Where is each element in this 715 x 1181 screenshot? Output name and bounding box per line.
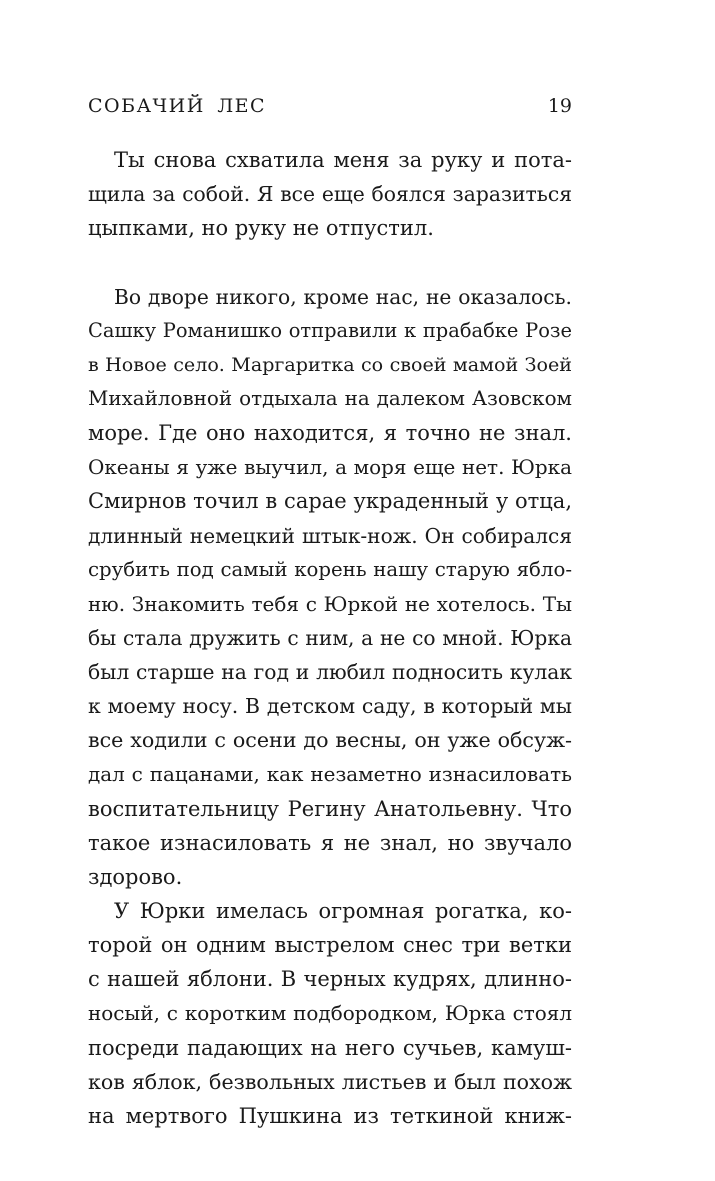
text-line: море. Где оно находится, я точно не знал.	[88, 421, 572, 446]
text-line: срубить под самый корень нашу старую ябло-	[88, 557, 572, 581]
running-head	[88, 93, 572, 119]
text-line: Ты снова схватила меня за руку и пота-	[114, 148, 572, 172]
text-line: щила за собой. Я все еще боялся заразиться	[88, 182, 572, 207]
text-line: бы стала дружить с ним, а не со мной. Юрка	[88, 625, 572, 650]
text-line: на мертвого Пушкина из теткиной книж-	[88, 1103, 572, 1128]
section-break	[88, 245, 572, 279]
text-line: в Новое село. Маргаритка со своей мамой Зоей	[88, 353, 572, 376]
text-line: Смирнов точил в сарае украденный у отца,	[88, 489, 572, 514]
text-line: носый, с коротким подбородком, Юрка стоял	[88, 1001, 572, 1025]
text-line: У Юрки имелась огромная рогатка, ко-	[114, 899, 572, 924]
text-line: торой он одним выстрелом снес три ветки	[88, 933, 572, 958]
text-line: ков яблок, безвольных листьев и был похож	[88, 1069, 572, 1094]
text-line: был старше на год и любил подносить кулак	[88, 660, 572, 685]
text-line: цыпками, но руку не отпустил.	[88, 216, 434, 241]
body-text	[88, 143, 572, 1133]
text-line: к моему носу. В детском саду, в который мы	[88, 694, 572, 719]
text-line: здорово.	[88, 864, 183, 889]
text-line: длинный немецкий штык-нож. Он собирался	[88, 523, 572, 548]
text-line: Во дворе никого, кроме нас, не оказалось.	[114, 284, 572, 309]
text-line: ню. Знакомить тебя с Юркой не хотелось. Ты	[88, 591, 572, 616]
text-line: Сашку Романишко отправили к прабабке Розе	[88, 318, 572, 342]
text-line: Океаны я уже выучил, а моря еще нет. Юрка	[88, 455, 572, 480]
text-line: с нашей яблони. В черных кудрях, длинно-	[88, 967, 572, 992]
text-line: посреди падающих на него сучьев, камуш-	[88, 1035, 572, 1060]
running-title: СОБАЧИЙ ЛЕС	[88, 95, 267, 117]
page-number: 19	[547, 95, 572, 117]
text-line: Михайловной отдыхала на далеком Азовском	[88, 386, 572, 410]
text-line: все ходили с осени до весны, он уже обсуж-	[88, 728, 572, 753]
text-line: такое изнасиловать я не знал, но звучало	[88, 830, 572, 855]
text-line: воспитательницу Регину Анатольевну. Что	[88, 796, 572, 821]
text-line: дал с пацанами, как незаметно изнасиловать	[88, 762, 572, 786]
